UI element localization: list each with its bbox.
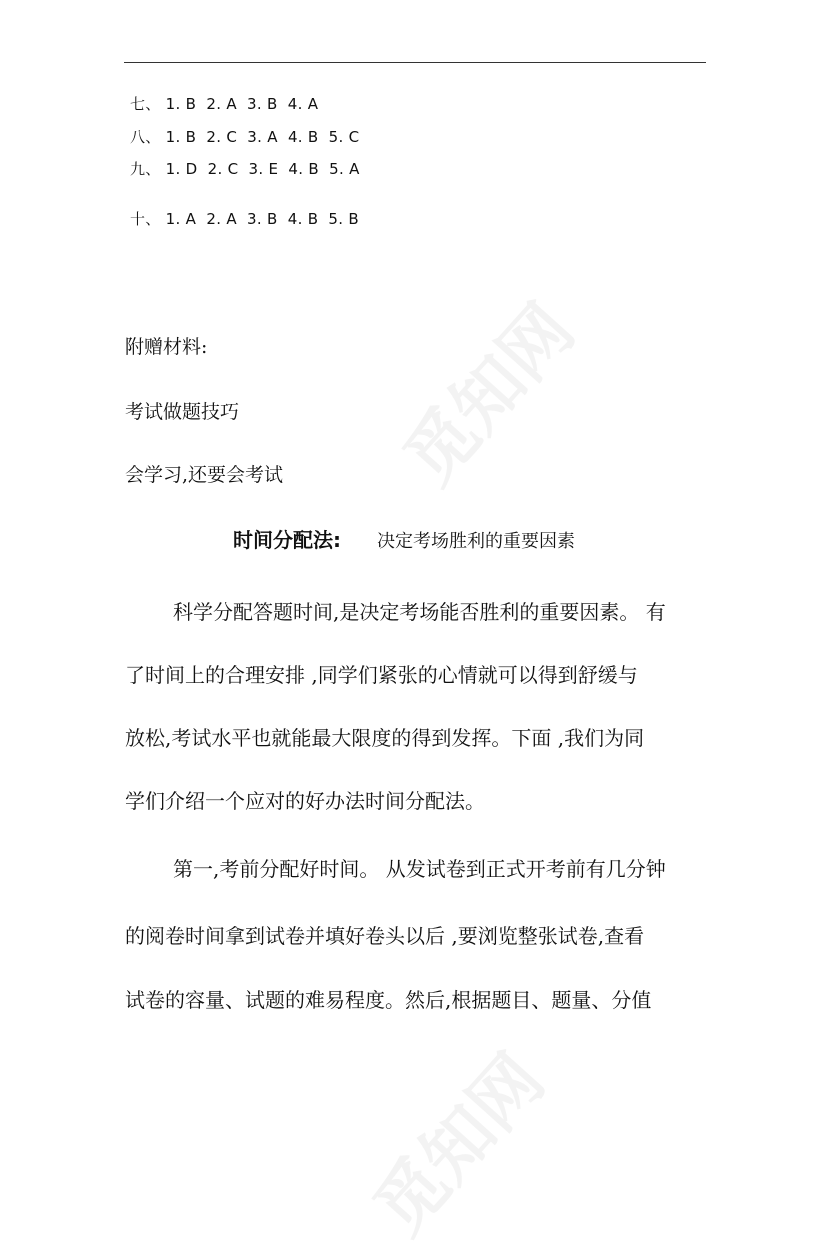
method-heading-subtitle: 决定考场胜利的重要因素 — [377, 531, 575, 552]
section-title: 考试做题技巧 — [125, 401, 240, 423]
appendix-label: 附赠材料: — [125, 336, 208, 358]
answer-line-10: 十、 1. A 2. A 3. B 4. B 5. B — [130, 210, 360, 228]
paragraph-1-line-2: 了时间上的合理安排 ,同学们紧张的心情就可以得到舒缓与 — [125, 663, 638, 687]
paragraph-1-line-1: 科学分配答题时间,是决定考场能否胜利的重要因素。 有 — [173, 600, 666, 624]
section-subtitle: 会学习,还要会考试 — [125, 464, 284, 486]
method-heading — [233, 524, 575, 553]
watermark-bottom: 觅知网 — [358, 1038, 560, 1250]
paragraph-2-line-3: 试卷的容量、试题的难易程度。然后,根据题目、题量、分值 — [125, 988, 652, 1012]
answer-line-8: 八、 1. B 2. C 3. A 4. B 5. C — [130, 128, 360, 146]
answer-line-9: 九、 1. D 2. C 3. E 4. B 5. A — [130, 160, 360, 178]
paragraph-2-line-1: 第一,考前分配好时间。 从发试卷到正式开考前有几分钟 — [173, 857, 666, 881]
answer-line-7: 七、 1. B 2. A 3. B 4. A — [130, 95, 319, 113]
watermark-top: 觅知网 — [388, 288, 590, 500]
method-heading-title: 时间分配法: — [233, 528, 341, 552]
paragraph-1-line-3: 放松,考试水平也就能最大限度的得到发挥。下面 ,我们为同 — [125, 726, 645, 750]
paragraph-1-line-4: 学们介绍一个应对的好办法时间分配法。 — [125, 789, 485, 813]
header-rule — [124, 62, 706, 63]
paragraph-2-line-2: 的阅卷时间拿到试卷并填好卷头以后 ,要浏览整张试卷,查看 — [125, 924, 645, 948]
